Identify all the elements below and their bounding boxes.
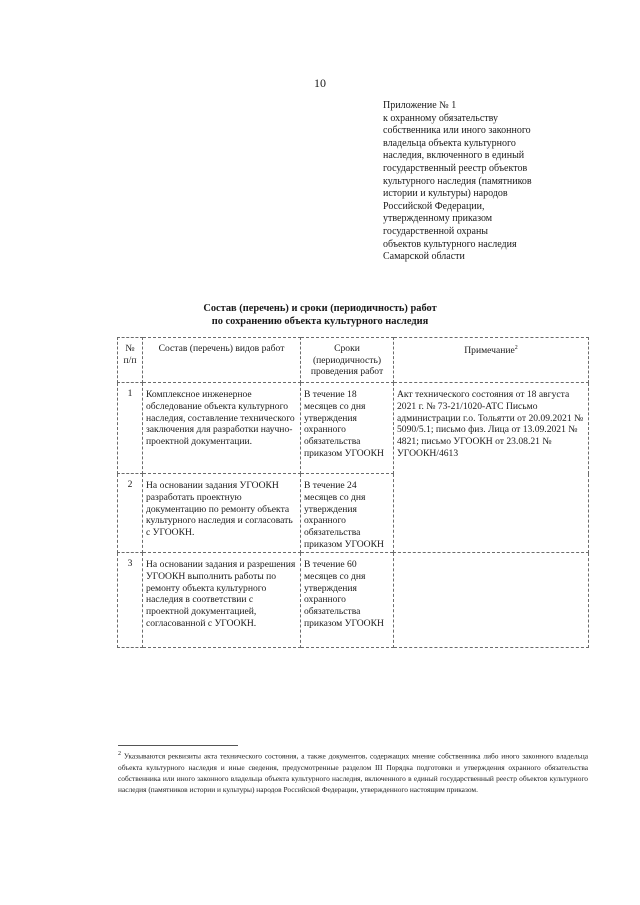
appendix-line: к охранному обязательству (383, 112, 499, 124)
title-line-2: по сохранению объекта культурного наследия (211, 316, 429, 327)
row-terms: В течение 24 месяцев со дня утверждения охранного обязательства приказом УГООКН (301, 474, 394, 553)
document-title (0, 302, 640, 328)
footnote-ref: 2 (514, 345, 518, 351)
row-note: Акт технического состояния от 18 августа 2021 г. № 73-21/1020-АТС Письмо администрации г.о. Тольятти от 20.09.2021 № 5090/5.1; письмо физ. Лица от 13.09.2021 № 4821; письмо УГООКН от 23.08.21 № УГООКН/4613 (394, 383, 589, 553)
appendix-header (383, 100, 583, 264)
header-works: Состав (перечень) видов работ (143, 338, 301, 383)
row-terms: В течение 18 месяцев со дня утверждения охранного обязательства приказом УГООКН (301, 383, 394, 474)
header-note-label: Примечание (464, 345, 515, 357)
appendix-line: наследия, включенного в единый (383, 150, 525, 162)
appendix-line: собственника или иного законного (383, 125, 531, 137)
row-note-empty (394, 553, 589, 648)
row-num: 1 (118, 383, 143, 474)
appendix-line: культурного наследия (памятников (383, 175, 532, 187)
appendix-line: истории и культуры) народов (383, 188, 508, 200)
header-terms: Сроки (периодичность) проведения работ (301, 338, 394, 383)
row-num: 2 (118, 474, 143, 553)
row-works: На основании задания и разрешения УГООКН выполнить работы по ремонту объекта культурного наследия в соответствии с проектной документацией, согласованной с УГООКН. (143, 553, 301, 648)
appendix-line: Приложение № 1 (383, 100, 457, 111)
table-row (118, 553, 589, 648)
appendix-line: Российской Федерации, (383, 200, 485, 212)
appendix-line: государственной охраны (383, 225, 489, 237)
page-number: 10 (314, 76, 326, 90)
header-note (394, 338, 589, 383)
appendix-line: объектов культурного наследия (383, 238, 517, 250)
row-works: На основании задания УГООКН разработать проектную документацию по ремонту объекта культурного наследия и согласовать с УГООКН. (143, 474, 301, 553)
appendix-line: утвержденному приказом (383, 213, 493, 225)
appendix-line: владельца объекта культурного (383, 137, 516, 149)
table-row (118, 383, 589, 474)
row-terms: В течение 60 месяцев со дня утверждения охранного обязательства приказом УГООКН (301, 553, 394, 648)
header-num: № п/п (118, 338, 143, 383)
works-table (117, 337, 589, 648)
row-works: Комплексное инженерное обследование объекта культурного наследия, составление технического заключения для разработки научно-проектной документации. (143, 383, 301, 474)
appendix-line: Самарской области (383, 251, 465, 263)
appendix-line: государственный реестр объектов (383, 162, 528, 174)
footnote (118, 749, 588, 795)
footnote-mark: 2 (118, 751, 121, 757)
row-num: 3 (118, 553, 143, 648)
table-header-row (118, 338, 589, 383)
footnote-divider (118, 745, 238, 746)
footnote-text: Указываются реквизиты акта технического состояния, а также документов, содержащих мнение собственника либо иного законного владельца объекта культурного наследия и иные сведения, предусмотренные разделом III Порядка подготовки и утверждения охранного обязательства собственника или иного законного владельца объекта культурного наследия, включенного в единый государственный реестр объектов культурного наследия (памятников истории и культуры) народов Российской Федерации, утвержденного настоящим приказом. (118, 751, 588, 795)
title-line-1: Состав (перечень) и сроки (периодичность) работ (203, 303, 437, 314)
